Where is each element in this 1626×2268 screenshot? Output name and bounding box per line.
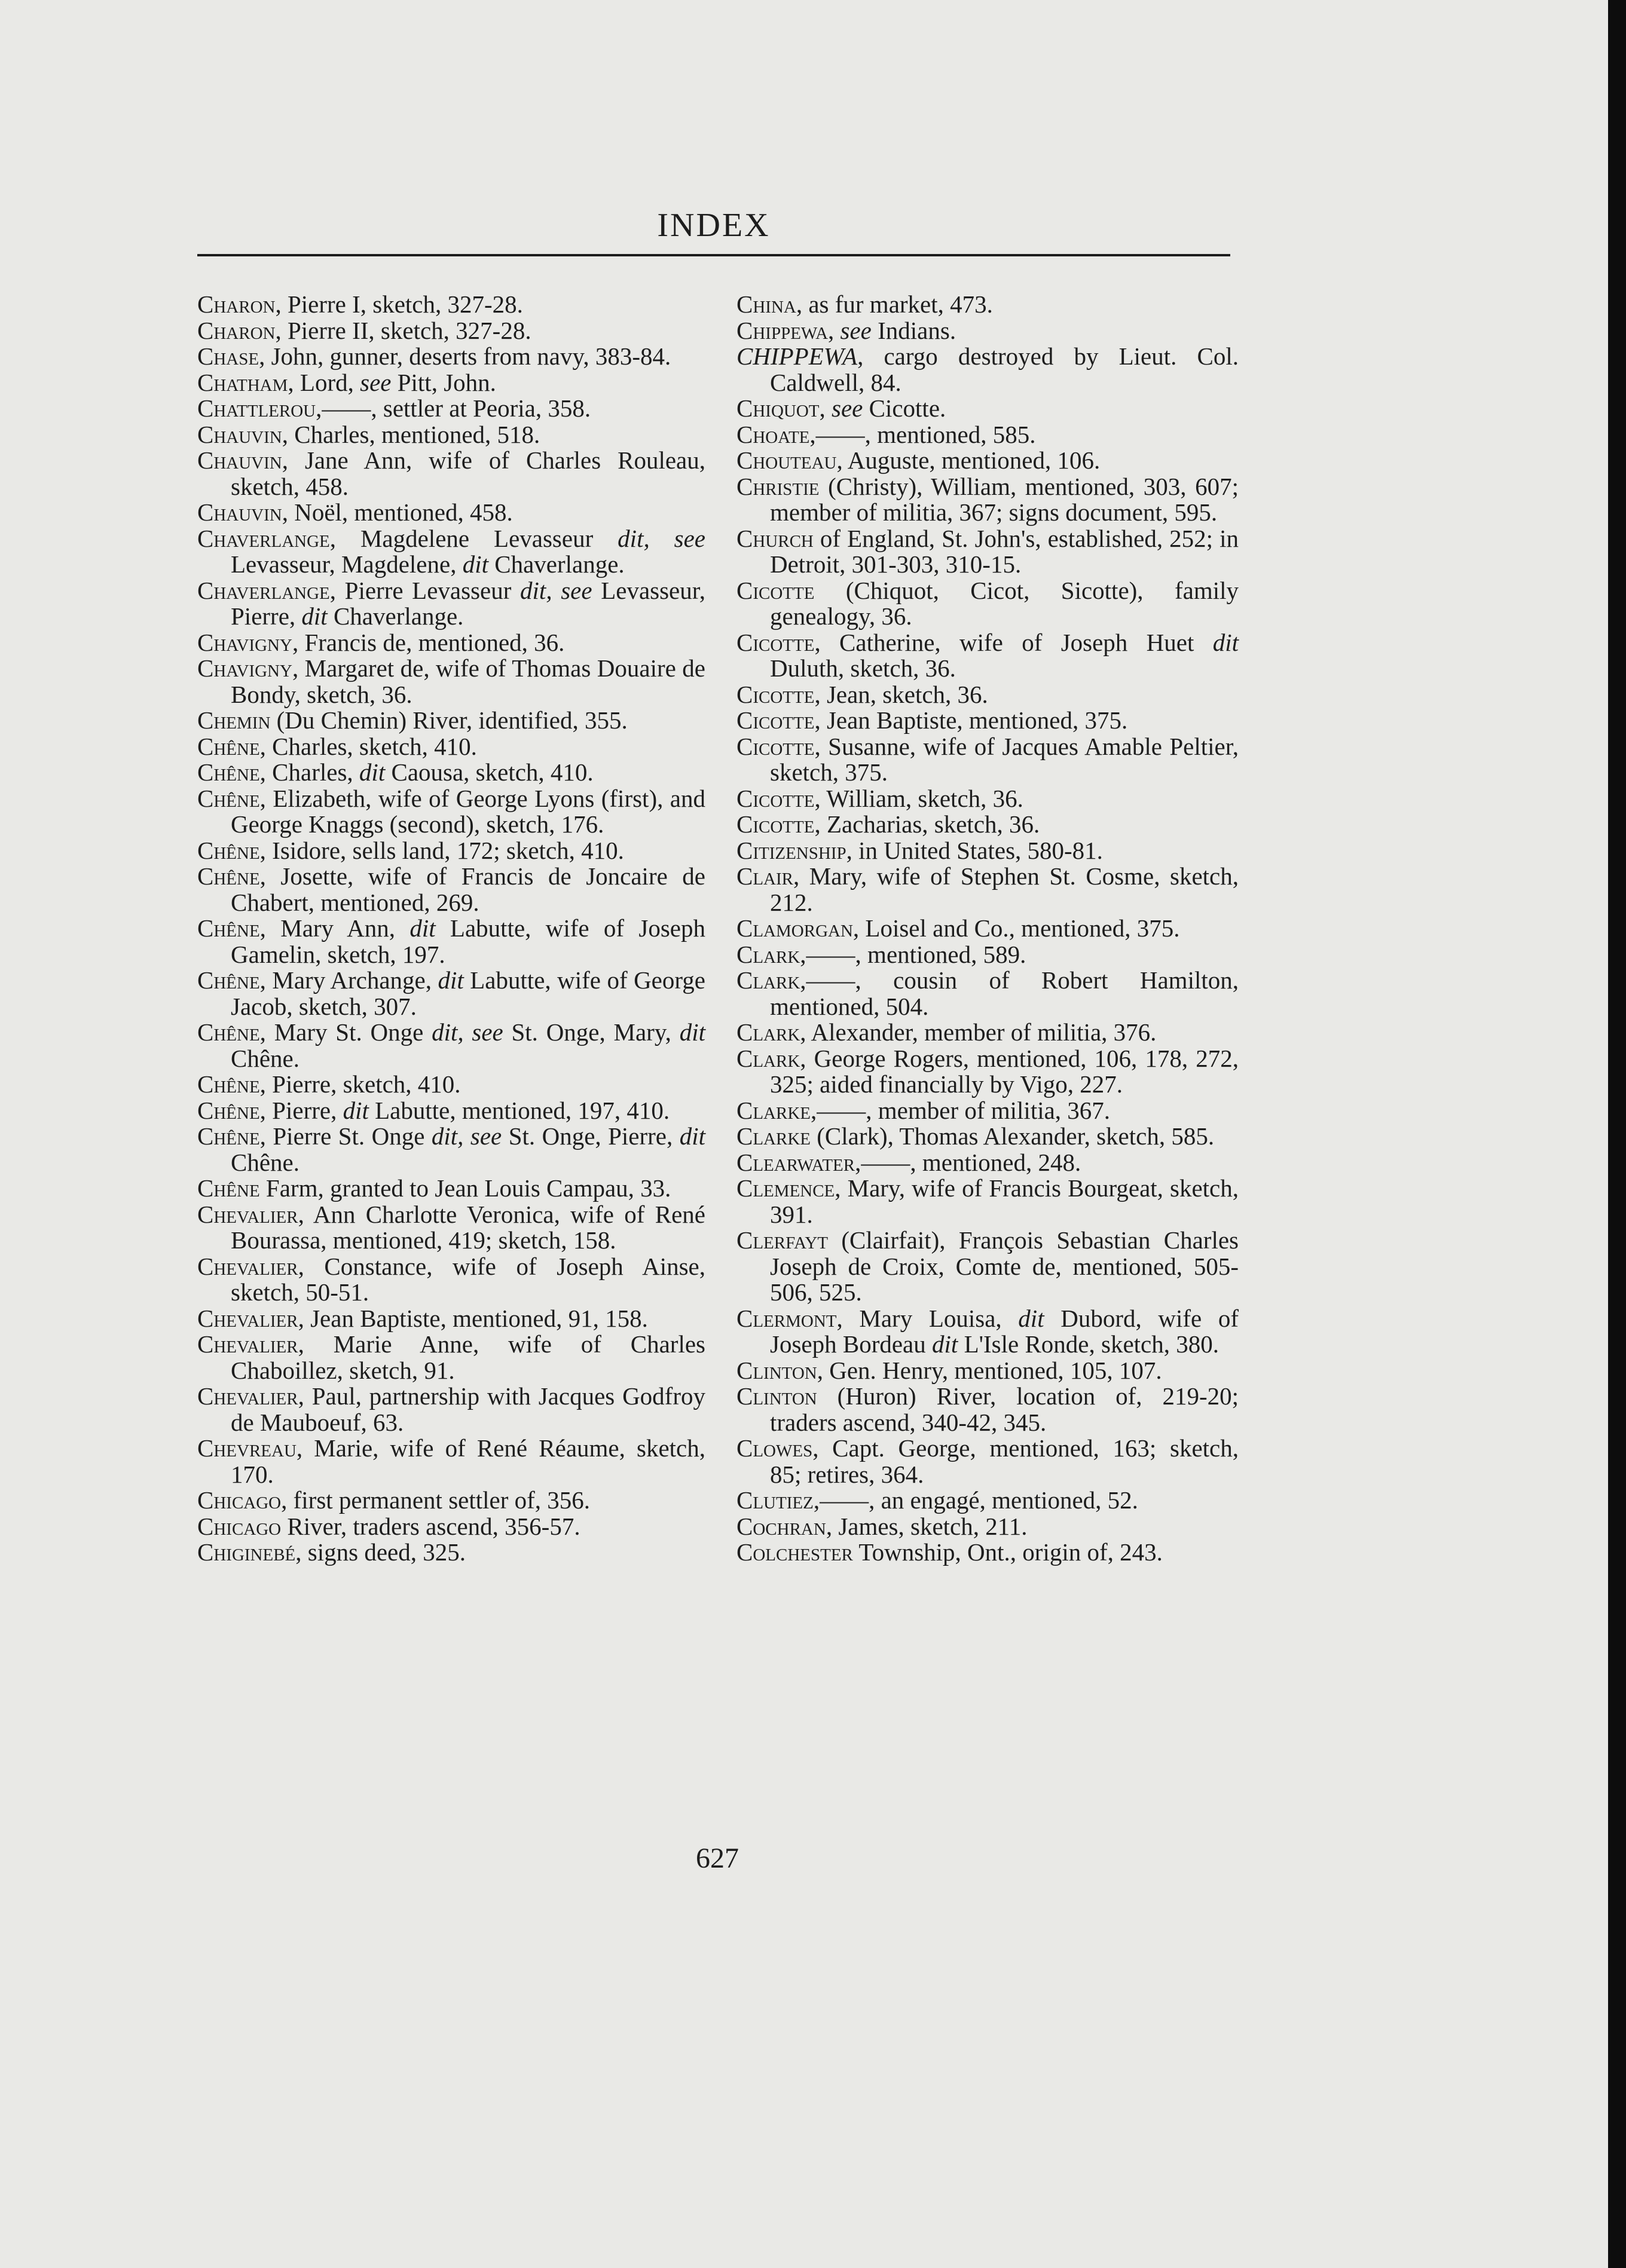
entry-headword: Chêne [197, 914, 260, 942]
entry-text: St. Onge, Pierre, [502, 1122, 680, 1150]
entry-text: Pitt, John. [391, 368, 496, 396]
entry-text: , Pierre St. Onge [259, 1122, 432, 1150]
entry-text: Chaverlange. [488, 550, 625, 578]
index-entry [197, 838, 705, 864]
entry-headword: Clermont [736, 1304, 837, 1332]
entry-text: , Paul, partnership with Jacques Godfroy de Mauboeuf, 63. [231, 1382, 705, 1436]
index-entry [736, 1176, 1239, 1228]
index-entry [197, 1384, 705, 1436]
entry-headword: Chêne [197, 758, 260, 786]
entry-italic: dit, see [520, 576, 592, 604]
entry-headword: Cochran [736, 1512, 826, 1540]
entry-italic: dit [301, 602, 328, 630]
entry-text: , Elizabeth, wife of George Lyons (first), and George Knaggs (second), sketch, 176. [231, 784, 705, 838]
entry-headword: Cicotte [736, 628, 815, 656]
entry-headword: Clamorgan [736, 914, 853, 942]
entry-text: , Jean Baptiste, mentioned, 375. [814, 706, 1128, 734]
index-entry [736, 942, 1239, 968]
index-entry [736, 526, 1239, 578]
entry-headword: Clinton [736, 1382, 817, 1410]
entry-text: , Zacharias, sketch, 36. [814, 810, 1040, 838]
entry-headword: Clutiez [736, 1486, 814, 1514]
entry-headword: Chêne [197, 1096, 260, 1124]
entry-italic: dit [1018, 1304, 1044, 1332]
entry-text: , Capt. George, mentioned, 163; sketch, 85; retires, 364. [770, 1434, 1239, 1488]
index-entry [736, 1124, 1239, 1150]
index-entry [736, 838, 1239, 864]
index-entry [736, 318, 1239, 344]
entry-text: , Alexander, member of militia, 376. [800, 1018, 1157, 1046]
entry-headword: Christie [736, 472, 820, 500]
index-entry [197, 292, 705, 318]
index-entry [736, 1020, 1239, 1046]
entry-headword: Colchester [736, 1538, 853, 1566]
entry-text: , [819, 394, 832, 422]
index-entry [736, 1358, 1239, 1384]
entry-headword: Chêne [197, 1018, 260, 1046]
index-entry [736, 812, 1239, 838]
entry-text: , George Rogers, mentioned, 106, 178, 272, 325; aided financially by Vigo, 227. [770, 1044, 1239, 1098]
index-entry [197, 760, 705, 786]
index-entry [736, 1150, 1239, 1176]
entry-headword: Chêne [197, 966, 260, 994]
index-entry [197, 968, 705, 1020]
entry-headword: Charon [197, 316, 276, 344]
entry-text: , Pierre, [259, 1096, 343, 1124]
entry-text: , Mary Ann, [259, 914, 410, 942]
entry-text: , Mary, wife of Stephen St. Cosme, sketch, 212. [770, 862, 1239, 916]
index-entry [197, 734, 705, 760]
entry-italic: dit [359, 758, 386, 786]
index-entry [736, 292, 1239, 318]
entry-headword: Chauvin [197, 420, 282, 448]
entry-text: L'Isle Ronde, sketch, 380. [958, 1330, 1219, 1358]
entry-headword: Citizenship [736, 836, 846, 864]
entry-text: , Jane Ann, wife of Charles Rouleau, sketch, 458. [231, 446, 705, 500]
entry-headword: Chiquot [736, 394, 820, 422]
index-entry [197, 318, 705, 344]
entry-headword: Chatham [197, 368, 288, 396]
entry-text: , Marie, wife of René Réaume, sketch, 170. [231, 1434, 705, 1488]
entry-italic: see [360, 368, 392, 396]
entry-text: Labutte, mentioned, 197, 410. [368, 1096, 670, 1124]
entry-headword: Clowes [736, 1434, 813, 1462]
entry-text: , Pierre II, sketch, 327-28. [275, 316, 531, 344]
entry-text: Duluth, sketch, 36. [770, 654, 956, 682]
entry-italic: dit [679, 1122, 705, 1150]
entry-text: , Jean Baptiste, mentioned, 91, 158. [298, 1304, 648, 1332]
index-column-left [197, 292, 705, 1566]
entry-italic: see [840, 316, 872, 344]
index-entry [197, 1539, 705, 1566]
entry-text: , as fur market, 473. [796, 290, 993, 318]
entry-text: River, traders ascend, 356-57. [281, 1512, 580, 1540]
index-entry [736, 1098, 1239, 1124]
entry-headword: Cicotte [736, 810, 815, 838]
index-entry [736, 916, 1239, 942]
index-entry [197, 500, 705, 526]
entry-text: ,——, mentioned, 248. [855, 1148, 1081, 1176]
entry-headword: Chêne [197, 784, 260, 812]
entry-text: , Pierre Levasseur [329, 576, 521, 604]
index-entry [736, 1436, 1239, 1487]
entry-headword: China [736, 290, 796, 318]
entry-text: , Noël, mentioned, 458. [282, 498, 513, 526]
entry-text: , Francis de, mentioned, 36. [292, 628, 565, 656]
entry-italic: dit [343, 1096, 369, 1124]
index-entry [197, 1254, 705, 1306]
entry-italic: dit [932, 1330, 958, 1358]
entry-headword: Chauvin [197, 446, 282, 474]
index-entry [197, 396, 705, 422]
entry-text: ,——, settler at Peoria, 358. [316, 394, 591, 422]
index-entry [736, 734, 1239, 786]
entry-text: (Chiquot, Cicot, Sicotte), family genealogy, 36. [770, 576, 1239, 630]
entry-text: Labutte, wife of George Jacob, sketch, 307. [231, 966, 705, 1020]
entry-text: , first permanent settler of, 356. [281, 1486, 591, 1514]
index-entry [197, 578, 705, 630]
page-number: 627 [696, 1842, 739, 1874]
entry-headword: Chavigny [197, 654, 292, 682]
entry-headword: Clarke [736, 1122, 811, 1150]
entry-headword: Cicotte [736, 680, 815, 708]
entry-text: (Clairfait), François Sebastian Charles Joseph de Croix, Comte de, mentioned, 505-506, 525. [770, 1226, 1239, 1306]
index-entry [197, 916, 705, 968]
index-entry [197, 1202, 705, 1254]
entry-headword: Clair [736, 862, 794, 890]
entry-headword: Chase [197, 342, 259, 370]
entry-text: , Mary, wife of Francis Bourgeat, sketch, 391. [770, 1174, 1239, 1228]
index-entry [197, 1514, 705, 1540]
index-entry [736, 1514, 1239, 1540]
entry-headword: Chêne [197, 1070, 260, 1098]
entry-headword: Chêne [197, 836, 260, 864]
index-entry [197, 1098, 705, 1124]
entry-text: Township, Ont., origin of, 243. [852, 1538, 1163, 1566]
entry-text: ,——, mentioned, 589. [800, 940, 1026, 968]
entry-headword: Chicago [197, 1512, 282, 1540]
entry-headword: Choate [736, 420, 810, 448]
header-rule [197, 254, 1230, 256]
entry-text: Cicotte. [863, 394, 946, 422]
index-entry [197, 1124, 705, 1176]
entry-text: , Mary Louisa, [836, 1304, 1019, 1332]
entry-headword: Cicotte [736, 706, 815, 734]
index-entry [736, 630, 1239, 682]
entry-text: , Lord, [288, 368, 360, 396]
entry-text: ,——, mentioned, 585. [809, 420, 1036, 448]
entry-text: Chaverlange. [327, 602, 464, 630]
entry-text: ,——, member of militia, 367. [811, 1096, 1111, 1124]
entry-text: , Mary Archange, [259, 966, 438, 994]
entry-text: Farm, granted to Jean Louis Campau, 33. [259, 1174, 671, 1202]
entry-headword: Church [736, 524, 814, 552]
entry-text: (Huron) River, location of, 219-20; traders ascend, 340-42, 345. [770, 1382, 1239, 1436]
entry-headword: Chevalier [197, 1382, 298, 1410]
index-entry [736, 448, 1239, 474]
entry-headword: Chevalier [197, 1304, 298, 1332]
entry-text: , John, gunner, deserts from navy, 383-84. [259, 342, 671, 370]
index-entry [736, 1539, 1239, 1566]
index-entry [197, 370, 705, 396]
index-entry [736, 422, 1239, 448]
entry-headword: Charon [197, 290, 276, 318]
entry-text: , Charles, [259, 758, 359, 786]
entry-headword: Clark [736, 1018, 800, 1046]
index-entry [736, 682, 1239, 708]
entry-headword: Clinton [736, 1356, 817, 1384]
index-entry [736, 786, 1239, 812]
entry-text: , signs deed, 325. [295, 1538, 466, 1566]
index-entry [736, 396, 1239, 422]
index-entry [736, 708, 1239, 734]
entry-italic: dit [409, 914, 436, 942]
entry-text: , William, sketch, 36. [814, 784, 1023, 812]
entry-text: Levasseur, Magdelene, [231, 550, 463, 578]
entry-text: , James, sketch, 211. [826, 1512, 1028, 1540]
entry-italic: dit, see [618, 524, 705, 552]
entry-headword: Clemence [736, 1174, 835, 1202]
entry-text: Indians. [871, 316, 956, 344]
entry-text: , Catherine, wife of Joseph Huet [814, 628, 1213, 656]
entry-text: of England, St. John's, established, 252; in Detroit, 301-303, 310-15. [770, 524, 1239, 578]
entry-headword: Chicago [197, 1486, 282, 1514]
entry-headword: Cicotte [736, 576, 815, 604]
entry-text: , in United States, 580-81. [846, 836, 1103, 864]
entry-text: , [828, 316, 840, 344]
entry-text: , Constance, wife of Joseph Ainse, sketch, 50-51. [231, 1252, 705, 1306]
index-entry [197, 1487, 705, 1514]
entry-headword: Cicotte [736, 732, 815, 760]
index-entry [736, 1306, 1239, 1358]
entry-text: , Ann Charlotte Veronica, wife of René Bourassa, mentioned, 419; sketch, 158. [231, 1200, 705, 1254]
entry-text: , Josette, wife of Francis de Joncaire de Chabert, mentioned, 269. [231, 862, 705, 916]
entry-headword: Chevalier [197, 1252, 298, 1280]
entry-headword: Chêne [197, 1122, 260, 1150]
entry-text: Levasseur, Pierre, [231, 576, 706, 630]
entry-text: , Charles, mentioned, 518. [282, 420, 540, 448]
index-entry [197, 1176, 705, 1202]
entry-headword: Chaverlange [197, 576, 330, 604]
entry-headword: Chouteau [736, 446, 837, 474]
index-entry [197, 708, 705, 734]
index-entry [736, 1228, 1239, 1306]
entry-headword: Chevalier [197, 1200, 298, 1228]
index-entry [197, 422, 705, 448]
entry-text: Labutte, wife of Joseph Gamelin, sketch, 197. [231, 914, 705, 968]
index-entry [197, 656, 705, 708]
entry-text: , Isidore, sells land, 172; sketch, 410. [259, 836, 624, 864]
entry-headword: Chemin [197, 706, 271, 734]
entry-text: , Pierre, sketch, 410. [259, 1070, 461, 1098]
entry-headword: Clark [736, 940, 800, 968]
entry-text: (Christy), William, mentioned, 303, 607; member of militia, 367; signs document, 595. [770, 472, 1239, 526]
index-entry [736, 968, 1239, 1020]
entry-headword: Chaverlange [197, 524, 330, 552]
index-entry [736, 474, 1239, 526]
entry-text: Caousa, sketch, 410. [385, 758, 594, 786]
index-entry [197, 1072, 705, 1098]
index-entry [197, 1436, 705, 1487]
entry-headword: Clark [736, 966, 800, 994]
index-entry [197, 1332, 705, 1384]
entry-text: Dubord, wife of Joseph Bordeau [770, 1304, 1239, 1358]
entry-text: St. Onge, Mary, [503, 1018, 680, 1046]
entry-headword: Chiginebé [197, 1538, 296, 1566]
entry-italic: dit, see [432, 1018, 503, 1046]
entry-headword: Chêne [197, 862, 260, 890]
entry-italic: dit [438, 966, 464, 994]
index-entry [197, 630, 705, 656]
entry-text: , Jean, sketch, 36. [814, 680, 988, 708]
entry-text: Chêne. [231, 1044, 299, 1072]
entry-text: , Charles, sketch, 410. [259, 732, 477, 760]
index-entry [736, 1384, 1239, 1436]
index-entry [736, 344, 1239, 396]
entry-italic: dit [462, 550, 488, 578]
entry-text: ,——, an engagé, mentioned, 52. [813, 1486, 1138, 1514]
entry-headword: Cicotte [736, 784, 815, 812]
entry-text: , Marie Anne, wife of Charles Chaboillez, sketch, 91. [231, 1330, 705, 1384]
entry-text: (Clark), Thomas Alexander, sketch, 585. [811, 1122, 1215, 1150]
entry-headword: Chevalier [197, 1330, 298, 1358]
entry-text: , cargo destroyed by Lieut. Col. Caldwell, 84. [770, 342, 1239, 396]
entry-italic: dit [1212, 628, 1239, 656]
index-entry [197, 1306, 705, 1332]
entry-text: , Mary St. Onge [259, 1018, 432, 1046]
index-entry [197, 344, 705, 370]
entry-headword: Chauvin [197, 498, 282, 526]
entry-text: , Magdelene Levasseur [329, 524, 618, 552]
entry-headword: Chavigny [197, 628, 292, 656]
entry-headword: Clarke [736, 1096, 811, 1124]
index-entry [197, 786, 705, 838]
entry-headword: Chêne [197, 1174, 260, 1202]
entry-italic: dit [679, 1018, 705, 1046]
index-entry [197, 448, 705, 500]
entry-text: ,——, cousin of Robert Hamilton, mentioned, 504. [770, 966, 1239, 1020]
index-entry [736, 1487, 1239, 1514]
entry-headword: Chippewa [736, 316, 829, 344]
page-header: INDEX [657, 207, 771, 244]
entry-text: , Susanne, wife of Jacques Amable Peltier, sketch, 375. [770, 732, 1239, 786]
index-entry [197, 864, 705, 916]
entry-text: , Pierre I, sketch, 327-28. [275, 290, 523, 318]
entry-text: , Gen. Henry, mentioned, 105, 107. [817, 1356, 1162, 1384]
entry-text: , Auguste, mentioned, 106. [836, 446, 1101, 474]
entry-headword: Chevreau [197, 1434, 297, 1462]
index-entry [736, 578, 1239, 630]
entry-headword: Chattlerou [197, 394, 316, 422]
index-entry [736, 1046, 1239, 1098]
entry-italic: see [832, 394, 863, 422]
entry-headword: Clark [736, 1044, 800, 1072]
index-entry [736, 864, 1239, 916]
entry-text: (Du Chemin) River, identified, 355. [270, 706, 628, 734]
entry-italic: dit, see [431, 1122, 502, 1150]
entry-italic: CHIPPEWA [736, 342, 858, 370]
index-entry [197, 1020, 705, 1072]
entry-headword: Chêne [197, 732, 260, 760]
index-entry [197, 526, 705, 578]
entry-text: , Loisel and Co., mentioned, 375. [852, 914, 1180, 942]
entry-headword: Clerfayt [736, 1226, 829, 1254]
entry-headword: Clearwater [736, 1148, 855, 1176]
entry-text: Chêne. [231, 1148, 299, 1176]
entry-text: , Margaret de, wife of Thomas Douaire de Bondy, sketch, 36. [231, 654, 705, 708]
index-column-right [736, 292, 1239, 1566]
